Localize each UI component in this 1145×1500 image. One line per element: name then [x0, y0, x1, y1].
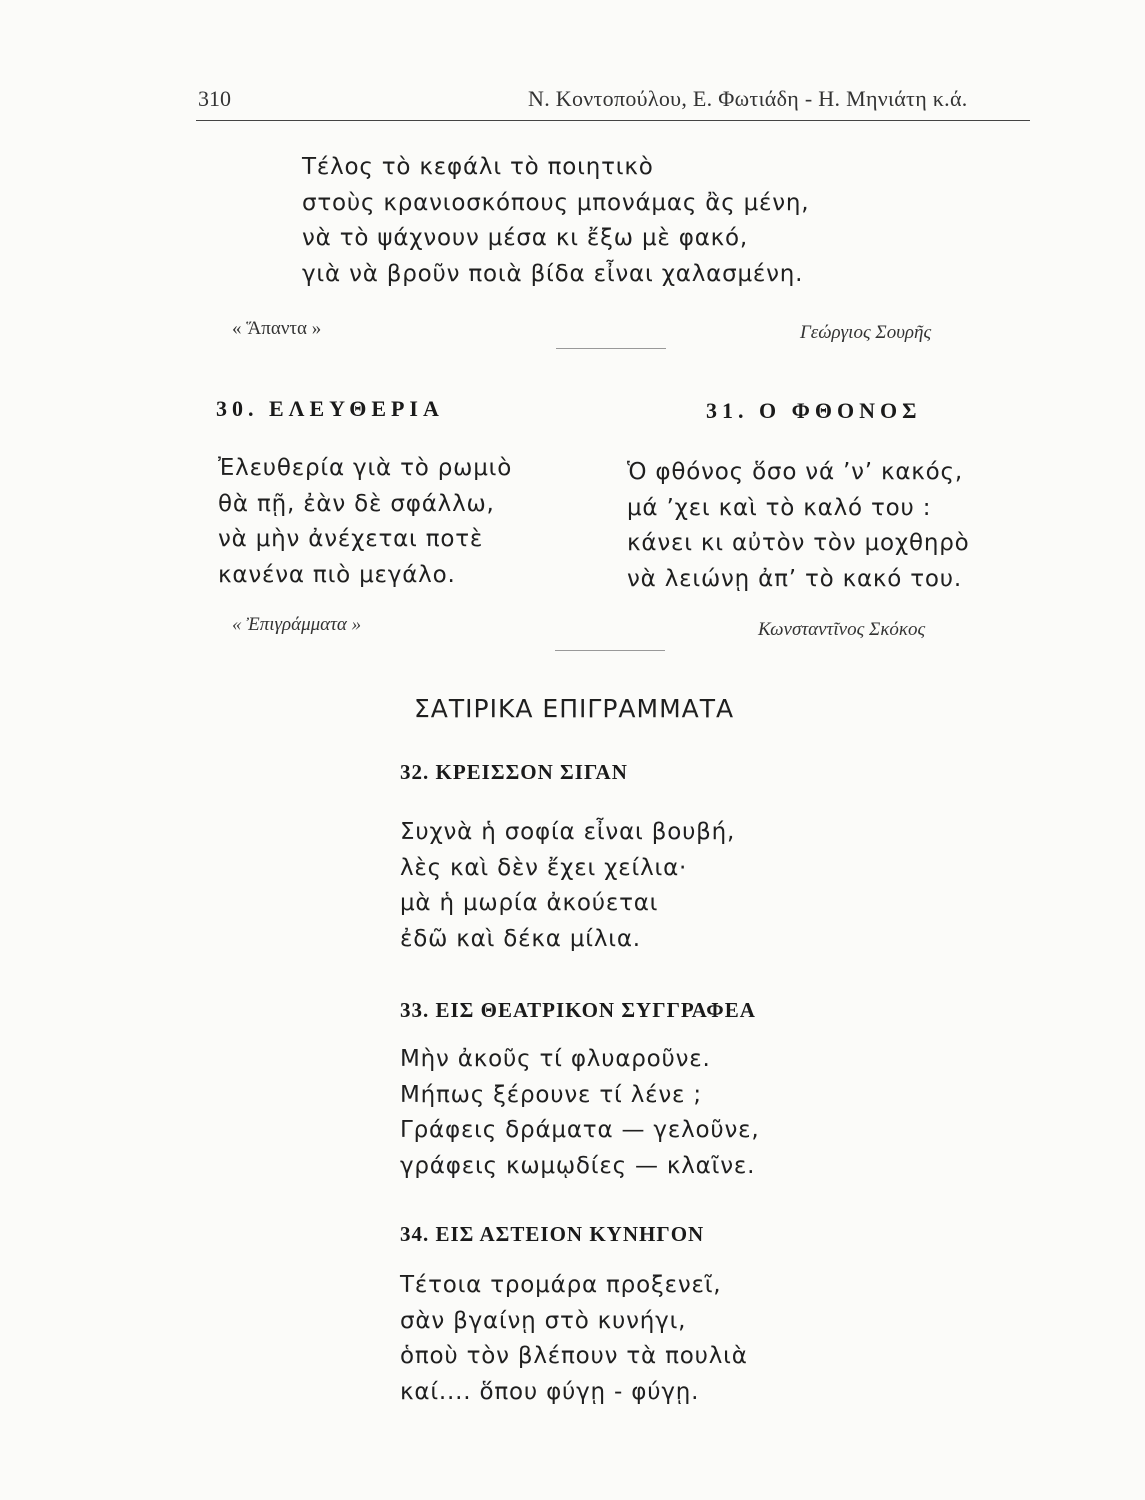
poem-line: κάνει κι αὐτὸν τὸν μοχθηρὸ [627, 530, 970, 556]
poem-line: σὰν βγαίνῃ στὸ κυνήγι, [400, 1307, 687, 1334]
poem-line: γιὰ νὰ βροῦν ποιὰ βίδα εἶναι χαλασμένη. [302, 260, 804, 287]
poem-line: γράφεις κωμῳδίες — κλαῖνε. [400, 1152, 756, 1179]
intro-poem-source: « Ἅπαντα » [232, 318, 322, 339]
poem-30-source: « Ἐπιγράμματα » [232, 614, 362, 635]
poem-line: μὰ ἡ μωρία ἀκούεται [400, 890, 659, 916]
section-title: ΣΑΤΙΡΙΚΑ ΕΠΙΓΡΑΜΜΑΤΑ [414, 694, 735, 723]
intro-poem-author: Γεώργιος Σουρῆς [800, 322, 932, 343]
poem-31-author: Κωνσταντῖνος Σκόκος [758, 619, 926, 640]
poem-line: Συχνὰ ἡ σοφία εἶναι βουβή, [400, 819, 736, 845]
poem-line: Ὁ φθόνος ὅσο νά ’ν’ κακός, [627, 459, 963, 485]
poem-line: ὁποὺ τὸν βλέπουν τὰ πουλιὰ [400, 1343, 748, 1369]
poem-line: κανένα πιὸ μεγάλο. [218, 561, 456, 588]
intro-poem-stanza [302, 150, 809, 292]
poem-line: Γράφεις δράματα — γελοῦνε, [400, 1117, 760, 1143]
poem-30-stanza [218, 451, 512, 593]
poem-line: Μήπως ξέρουνε τί λένε ; [400, 1081, 702, 1108]
poem-30-title: 30. ΕΛΕΥΘΕΡΙΑ [216, 396, 444, 421]
poem-line: νὰ λειώνῃ ἀπ’ τὸ κακό του. [627, 565, 962, 592]
poem-line: καί.... ὅπου φύγῃ - φύγῃ. [400, 1378, 700, 1405]
poem-line: μά ’χει καὶ τὸ καλό του : [627, 494, 932, 521]
poem-line: Τέλος τὸ κεφάλι τὸ ποιητικὸ [302, 154, 654, 180]
header-rule [196, 120, 1030, 121]
poem-line: Ἐλευθερία γιὰ τὸ ρωμιὸ [218, 455, 513, 481]
poem-line: στοὺς κρανιοσκόπους μπονάμας ἂς μένη, [302, 189, 810, 216]
poem-line: νὰ τὸ ψάχνουν μέσα κι ἔξω μὲ φακό, [302, 225, 748, 251]
poem-line: θὰ πῇ, ἐὰν δὲ σφάλλω, [218, 490, 495, 517]
running-header-authors: Ν. Κοντοπούλου, Ε. Φωτιάδη - Η. Μηνιάτη κ.ά. [528, 86, 968, 111]
poem-34-stanza [400, 1268, 748, 1410]
poem-line: νὰ μὴν ἀνέχεται ποτὲ [218, 526, 484, 552]
poem-line: Τέτοια τρομάρα προξενεῖ, [400, 1272, 722, 1298]
poem-31-stanza [627, 455, 969, 597]
separator-rule [556, 348, 666, 349]
page-number: 310 [198, 86, 231, 111]
poem-line: Μὴν ἀκοῦς τί φλυαροῦνε. [400, 1046, 711, 1072]
poem-32-title: 32. ΚΡΕΙΣΣΟΝ ΣΙΓΑΝ [400, 760, 628, 784]
poem-32-stanza [400, 815, 735, 957]
poem-31-title: 31. Ο ΦΘΟΝΟΣ [706, 398, 922, 423]
poem-line: ἐδῶ καὶ δέκα μίλια. [400, 925, 641, 952]
poem-line: λὲς καὶ δὲν ἔχει χείλια· [400, 854, 688, 881]
poem-33-title: 33. ΕΙΣ ΘΕΑΤΡΙΚΟΝ ΣΥΓΓΡΑΦΕΑ [400, 998, 756, 1022]
poem-34-title: 34. ΕΙΣ ΑΣΤΕΙΟΝ ΚΥΝΗΓΟΝ [400, 1222, 705, 1246]
poem-33-stanza [400, 1042, 759, 1184]
separator-rule [555, 650, 665, 651]
